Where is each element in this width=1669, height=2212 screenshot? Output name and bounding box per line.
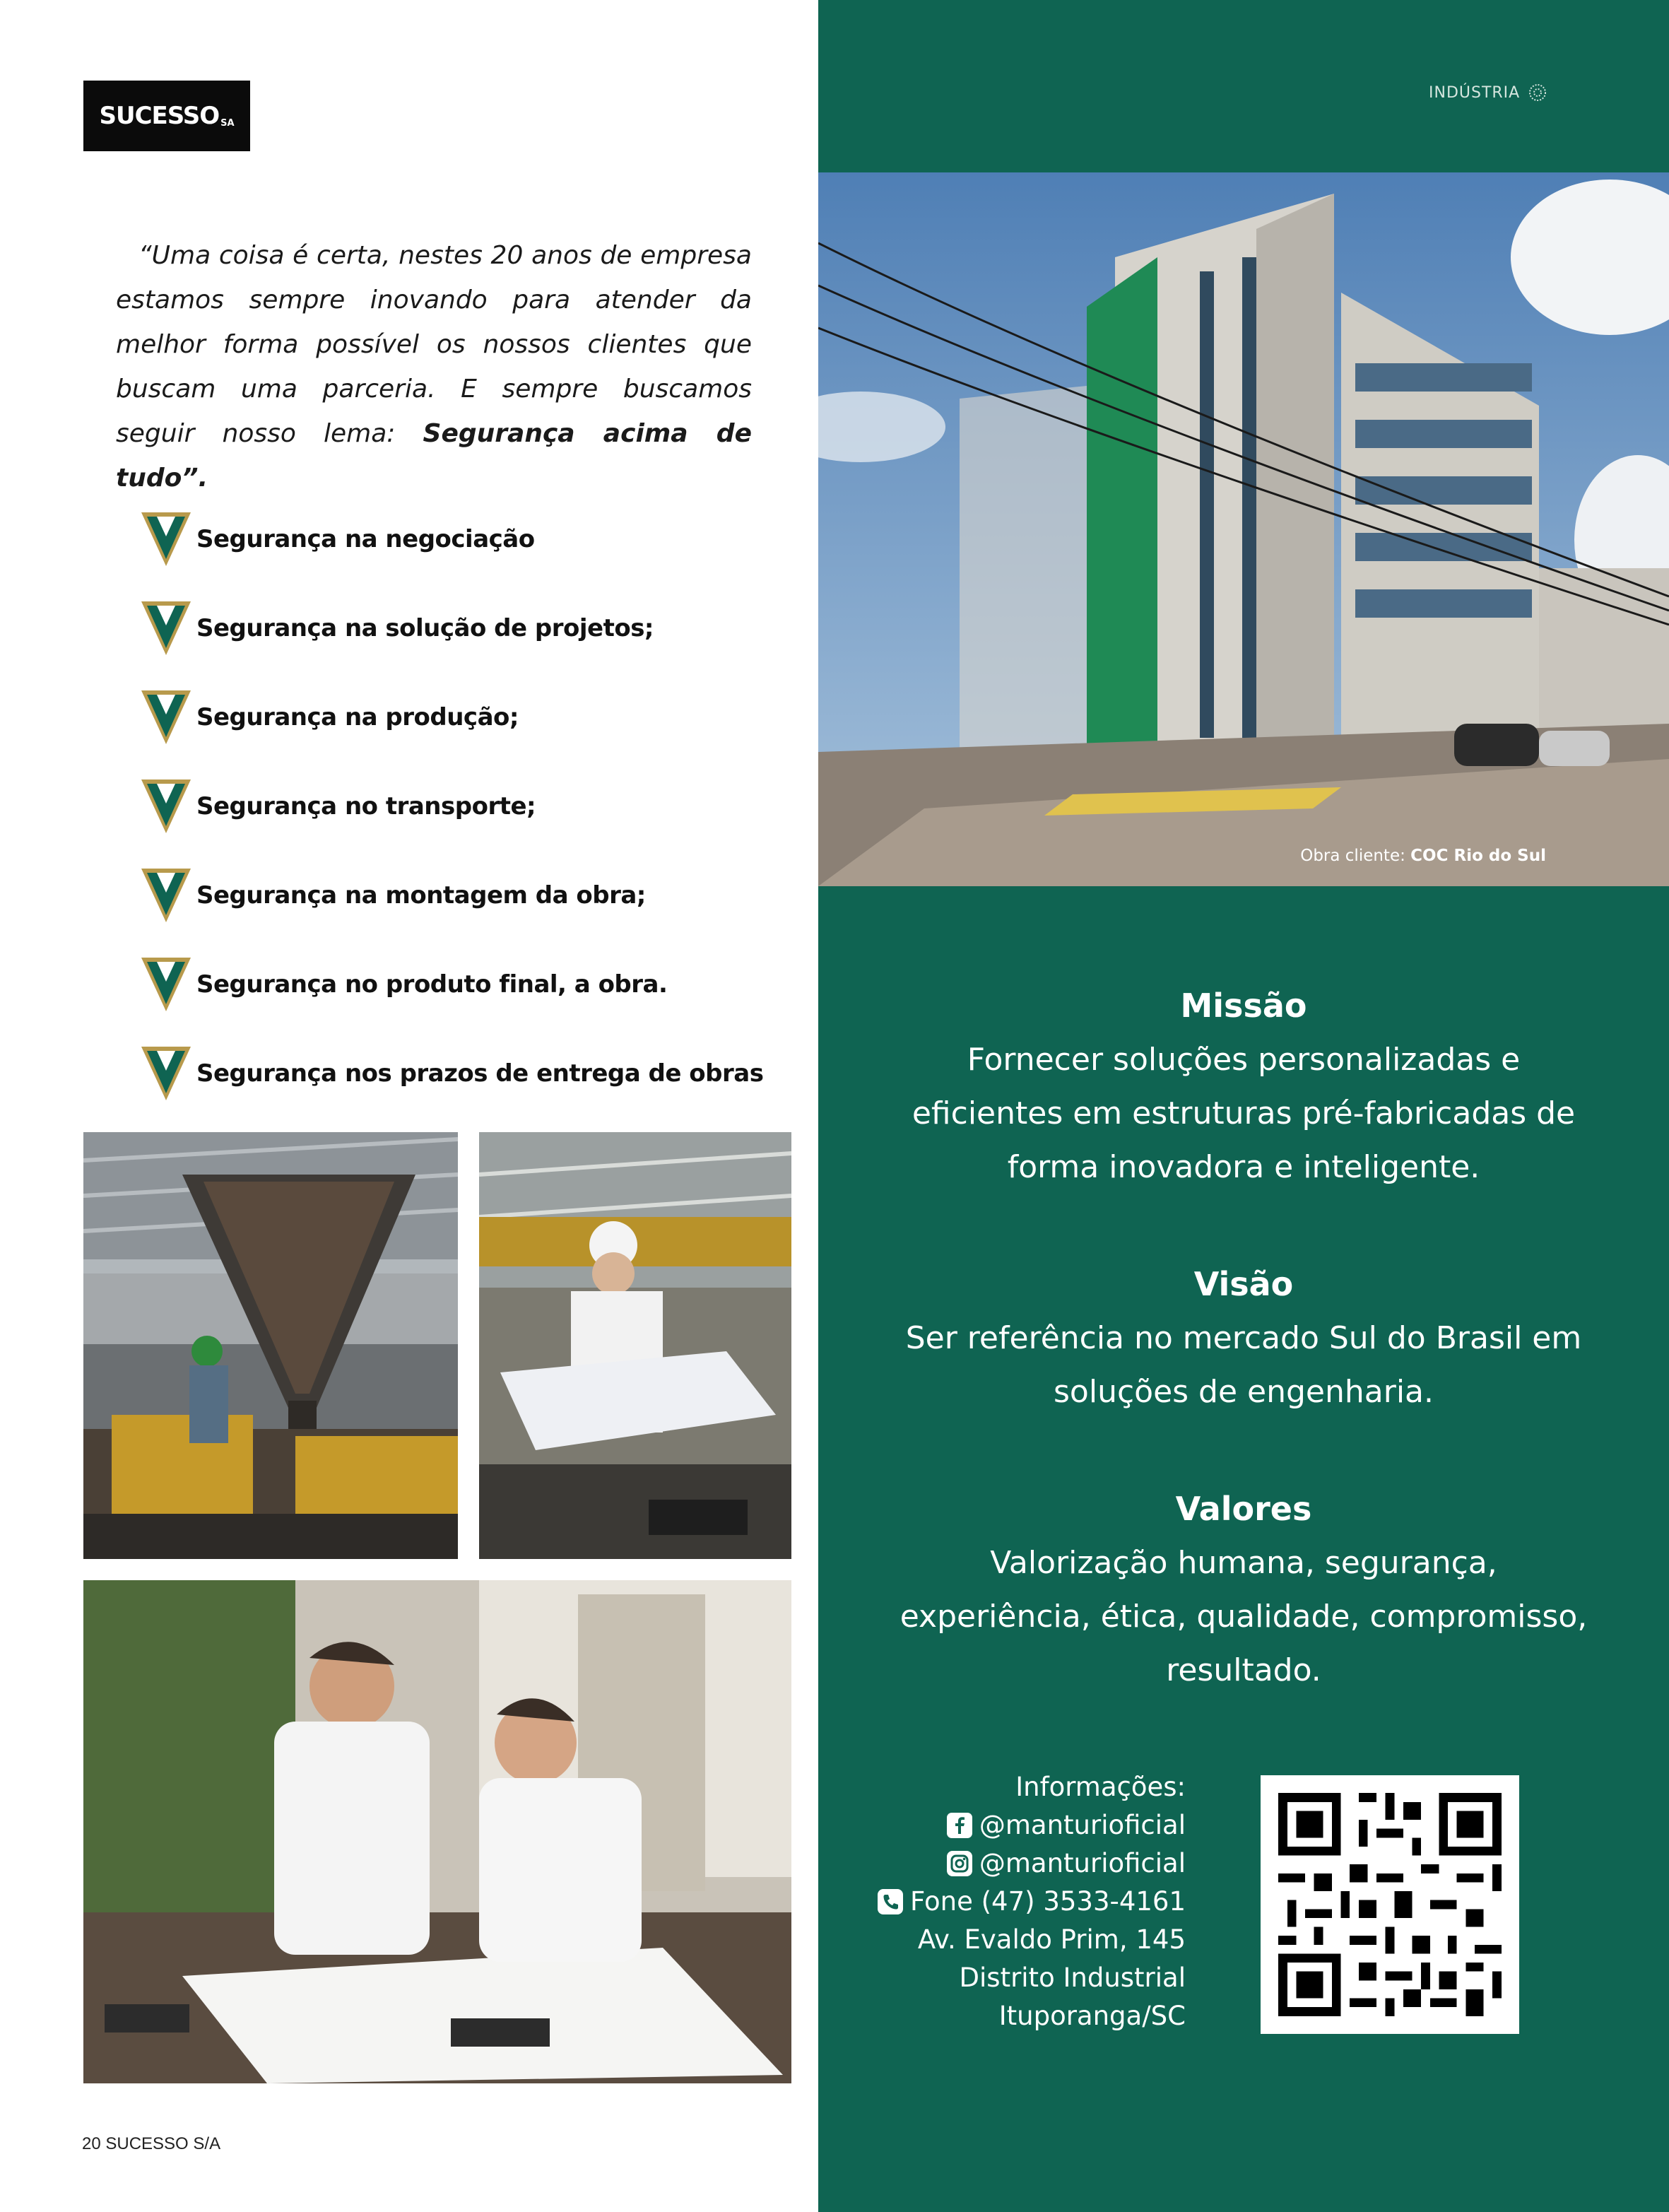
list-item-label: Segurança na montagem da obra; xyxy=(196,881,646,910)
list-item-label: Segurança no produto final, a obra. xyxy=(196,970,668,999)
v-chevron-icon xyxy=(141,512,191,566)
v-chevron-icon xyxy=(141,780,191,833)
contact-info xyxy=(878,1768,1186,2035)
list-item xyxy=(141,851,777,940)
contact-label: Informações: xyxy=(1015,1772,1186,1802)
caption-client: COC Rio do Sul xyxy=(1410,847,1546,865)
building-photo xyxy=(818,172,1669,886)
list-item-label: Segurança no transporte; xyxy=(196,792,536,820)
logo-text: SUCESSO xyxy=(99,102,220,130)
magazine-logo xyxy=(83,81,250,151)
instagram-row[interactable] xyxy=(878,1845,1186,1883)
v-chevron-icon xyxy=(141,1047,191,1100)
list-item xyxy=(141,762,777,851)
v-chevron-icon xyxy=(141,869,191,922)
address-line-1: Av. Evaldo Prim, 145 xyxy=(917,1924,1186,1955)
vision-title: Visão xyxy=(1193,1265,1294,1303)
address-line-3: Ituporanga/SC xyxy=(998,2001,1186,2031)
values-block xyxy=(818,1490,1669,1698)
mission-block xyxy=(818,987,1669,1194)
list-item-label: Segurança nos prazos de entrega de obras xyxy=(196,1059,764,1088)
list-item-label: Segurança na solução de projetos; xyxy=(196,614,654,642)
section-tag xyxy=(1429,83,1547,102)
photo-caption xyxy=(1300,847,1546,865)
v-chevron-icon xyxy=(141,958,191,1011)
list-item xyxy=(141,940,777,1029)
mission-title: Missão xyxy=(1180,987,1307,1025)
instagram-icon xyxy=(947,1851,972,1876)
v-chevron-icon xyxy=(141,601,191,655)
list-item xyxy=(141,495,777,584)
values-title: Valores xyxy=(1175,1490,1312,1528)
facebook-row[interactable] xyxy=(878,1806,1186,1845)
values-text: Valorização humana, segurança, experiência, ética, qualidade, compromisso, resultado. xyxy=(900,1545,1588,1688)
qr-code[interactable] xyxy=(1261,1775,1519,2034)
quote-emphasis: Segurança acima de tudo”. xyxy=(116,419,752,493)
qr-code-pattern xyxy=(1261,1775,1519,2034)
list-item xyxy=(141,673,777,762)
mission-text: Fornecer soluções personalizadas e eficientes em estruturas pré-fabricadas de forma inovadora e inteligente. xyxy=(912,1042,1576,1185)
vision-block xyxy=(818,1265,1669,1419)
logo-suffix: SA xyxy=(220,117,235,129)
factory-hopper-photo xyxy=(83,1132,458,1559)
vision-text: Ser referência no mercado Sul do Brasil em soluções de engenharia. xyxy=(905,1320,1582,1410)
globe-icon xyxy=(1528,83,1547,102)
list-item-label: Segurança na produção; xyxy=(196,703,519,731)
section-label: INDÚSTRIA xyxy=(1429,83,1521,102)
v-chevron-icon xyxy=(141,690,191,744)
quote-text: “Uma coisa é certa, nestes 20 anos de empresa estamos sempre inovando para atender da melhor forma possível os nossos clientes que buscam uma parceria. E sempre buscamos seguir nosso lema: xyxy=(116,241,752,448)
page-number: 20 SUCESSO S/A xyxy=(82,2134,221,2153)
phone-number: Fone (47) 3533-4161 xyxy=(910,1886,1186,1917)
phone-icon xyxy=(878,1889,903,1914)
engineer-plans-photo xyxy=(479,1132,791,1559)
list-item xyxy=(141,1029,777,1118)
instagram-handle: @manturioficial xyxy=(979,1848,1186,1878)
caption-prefix: Obra cliente: xyxy=(1300,847,1411,865)
facebook-icon xyxy=(947,1813,972,1838)
facebook-handle: @manturioficial xyxy=(979,1810,1186,1840)
team-review-photo xyxy=(83,1580,791,2083)
pull-quote xyxy=(116,233,752,500)
phone-row[interactable] xyxy=(878,1883,1186,1921)
list-item-label: Segurança na negociação xyxy=(196,525,535,553)
safety-list xyxy=(141,495,777,1118)
address-line-2: Distrito Industrial xyxy=(959,1963,1186,1993)
list-item xyxy=(141,584,777,673)
